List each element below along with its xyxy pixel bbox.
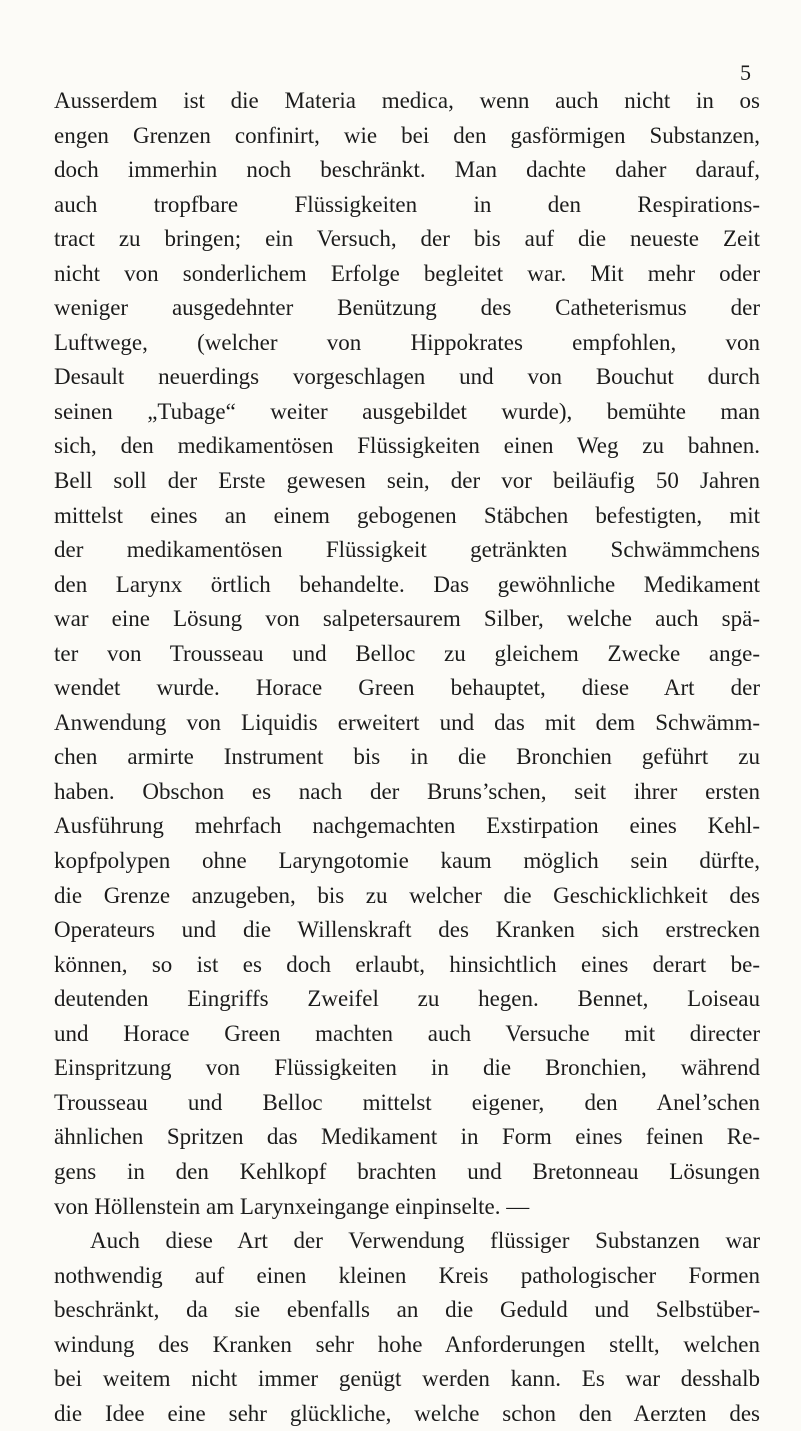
text-line: können, so ist es doch erlaubt, hinsichtlich eines derart be-: [54, 951, 760, 977]
text-line: chen armirte Instrument bis in die Bronchien geführt zu: [54, 744, 760, 770]
text-line: bei weitem nicht immer genügt werden kann. Es war desshalb: [54, 1366, 760, 1392]
text-line: doch immerhin noch beschränkt. Man dachte daher darauf,: [54, 157, 760, 183]
text-line: Bell soll der Erste gewesen sein, der vor beiläufig 50 Jahren: [54, 468, 760, 494]
text-line: beschränkt, da sie ebenfalls an die Geduld und Selbstüber-: [54, 1297, 760, 1323]
text-line: wendet wurde. Horace Green behauptet, diese Art der: [54, 675, 760, 701]
text-line: Operateurs und die Willenskraft des Kranken sich erstrecken: [54, 917, 760, 943]
text-line: Einspritzung von Flüssigkeiten in die Bronchien, während: [54, 1055, 760, 1081]
text-line: kopfpolypen ohne Laryngotomie kaum möglich sein dürfte,: [54, 848, 760, 874]
text-line: ter von Trousseau und Belloc zu gleichem Zwecke ange-: [54, 640, 760, 666]
text-line: haben. Obschon es nach der Bruns’schen, seit ihrer ersten: [54, 778, 760, 804]
text-line: die Grenze anzugeben, bis zu welcher die Geschicklichkeit des: [54, 882, 760, 908]
body-text: [54, 84, 760, 1431]
text-line: Luftwege, (welcher von Hippokrates empfohlen, von: [54, 329, 760, 355]
text-line: die Idee eine sehr glückliche, welche schon den Aerzten des: [54, 1400, 760, 1426]
text-line: Ausführung mehrfach nachgemachten Exstirpation eines Kehl-: [54, 813, 760, 839]
text-line: sich, den medikamentösen Flüssigkeiten einen Weg zu bahnen.: [54, 433, 760, 459]
text-line: windung des Kranken sehr hohe Anforderungen stellt, welchen: [54, 1331, 760, 1357]
text-line: den Larynx örtlich behandelte. Das gewöhnliche Medikament: [54, 571, 760, 597]
text-line: gens in den Kehlkopf brachten und Bretonneau Lösungen: [54, 1158, 760, 1184]
page-number: 5: [740, 60, 751, 85]
text-line: deutenden Eingriffs Zweifel zu hegen. Bennet, Loiseau: [54, 986, 760, 1012]
text-line: engen Grenzen confinirt, wie bei den gasförmigen Substanzen,: [54, 122, 760, 148]
text-line: seinen „Tubage“ weiter ausgebildet wurde), bemühte man: [54, 398, 760, 424]
text-line: Desault neuerdings vorgeschlagen und von Bouchut durch: [54, 364, 760, 390]
text-line: war eine Lösung von salpetersaurem Silber, welche auch spä-: [54, 606, 760, 632]
text-line: nicht von sonderlichem Erfolge begleitet war. Mit mehr oder: [54, 260, 760, 286]
text-line: Ausserdem ist die Materia medica, wenn auch nicht in os: [54, 88, 760, 113]
text-line: tract zu bringen; ein Versuch, der bis auf die neueste Zeit: [54, 226, 760, 252]
text-line: mittelst eines an einem gebogenen Stäbchen befestigten, mit: [54, 502, 760, 528]
text-line: Trousseau und Belloc mittelst eigener, den Anel’schen: [54, 1089, 760, 1115]
text-line: ähnlichen Spritzen das Medikament in Form eines feinen Re-: [54, 1124, 760, 1150]
text-line: Auch diese Art der Verwendung flüssiger Substanzen war: [90, 1228, 760, 1254]
text-line: weniger ausgedehnter Benützung des Catheterismus der: [54, 295, 760, 321]
text-line: von Höllenstein am Larynxeingange einpinselte. —: [54, 1193, 530, 1219]
text-line: und Horace Green machten auch Versuche mit directer: [54, 1020, 760, 1046]
text-line: nothwendig auf einen kleinen Kreis pathologischer Formen: [54, 1262, 760, 1288]
text-line: Anwendung von Liquidis erweitert und das mit dem Schwämm-: [54, 709, 760, 735]
text-line: auch tropfbare Flüssigkeiten in den Respirations-: [54, 191, 760, 217]
text-line: der medikamentösen Flüssigkeit getränkten Schwämmchens: [54, 537, 760, 563]
